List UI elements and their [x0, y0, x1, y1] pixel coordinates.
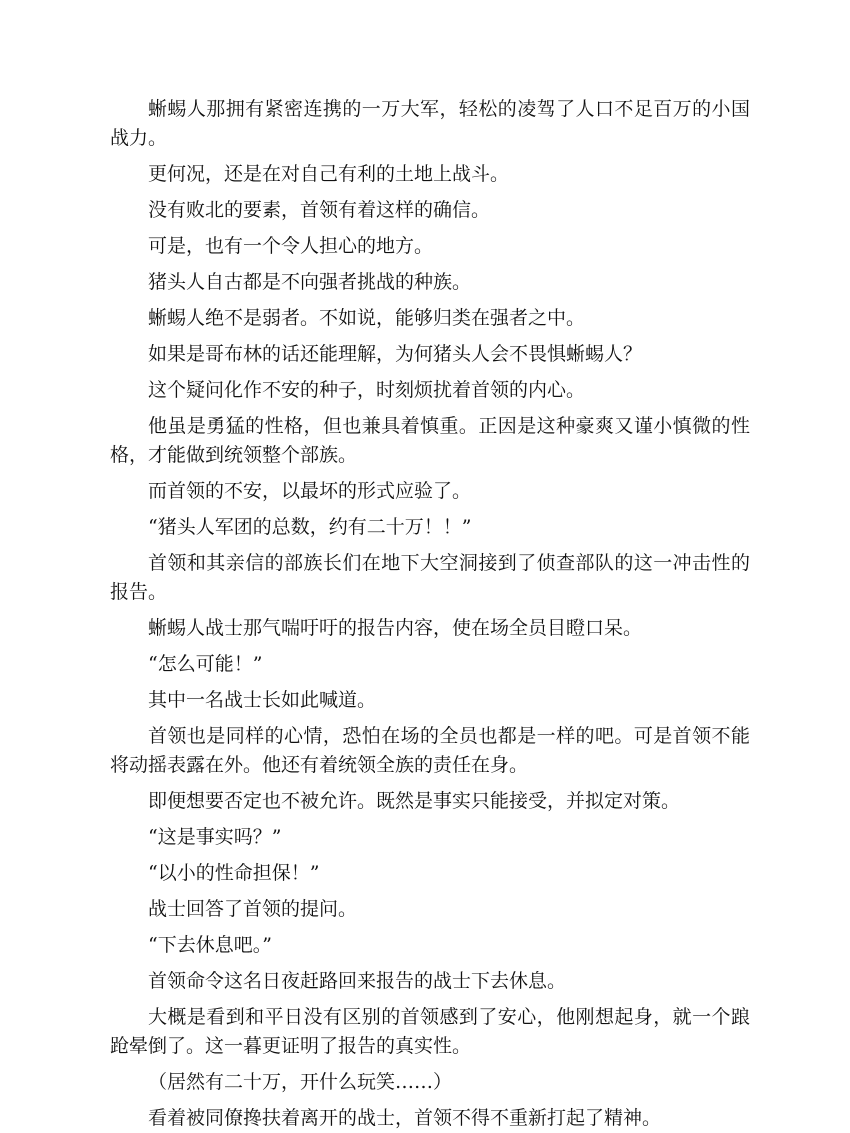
paragraph: 蜥蜴人战士那气喘吁吁的报告内容，使在场全员目瞪口呆。	[148, 617, 643, 639]
paragraph: 首领命令这名日夜赶路回来报告的战士下去休息。	[148, 970, 567, 992]
paragraph: 看着被同僚搀扶着离开的战士，首领不得不重新打起了精神。	[148, 1107, 662, 1129]
paragraph: 没有败北的要素，首领有着这样的确信。	[148, 199, 491, 221]
body-text	[110, 95, 750, 1133]
dialogue-paragraph: “猪头人军团的总数，约有二十万！！”	[148, 516, 472, 538]
dialogue-paragraph: “以小的性命担保！”	[148, 862, 320, 884]
paragraph: 而首领的不安，以最坏的形式应验了。	[148, 480, 472, 502]
paragraph: 大概是看到和平日没有区别的首领感到了安心，他刚想起身，就一个踉跄晕倒了。这一暮更证明了报告的真实性。	[110, 1006, 750, 1057]
paragraph: 更何况，还是在对自己有利的土地上战斗。	[148, 163, 510, 185]
paragraph: 可是，也有一个令人担心的地方。	[148, 235, 434, 257]
paragraph: 这个疑问化作不安的种子，时刻烦扰着首领的内心。	[148, 379, 586, 401]
paragraph: 他虽是勇猛的性格，但也兼具着慎重。正因是这种豪爽又谨小慎微的性格，才能做到统领整个部族。	[110, 415, 750, 466]
dialogue-paragraph: “下去休息吧。”	[148, 934, 272, 956]
paragraph: 猪头人自古都是不向强者挑战的种族。	[148, 271, 472, 293]
dialogue-paragraph: “怎么可能！”	[148, 653, 263, 675]
dialogue-paragraph: “这是事实吗？”	[148, 826, 282, 848]
paragraph: 即便想要否定也不被允许。既然是事实只能接受，并拟定对策。	[148, 790, 681, 812]
paragraph: 其中一名战士长如此喊道。	[148, 689, 377, 711]
inner-thought-paragraph: （居然有二十万，开什么玩笑……）	[148, 1071, 453, 1093]
paragraph: 战士回答了首领的提问。	[148, 898, 358, 920]
paragraph: 蜥蜴人绝不是弱者。不如说，能够归类在强者之中。	[148, 307, 586, 329]
paragraph: 首领也是同样的心情，恐怕在场的全员也都是一样的吧。可是首领不能将动摇表露在外。他还有着统领全族的责任在身。	[110, 725, 750, 776]
paragraph: 蜥蜴人那拥有紧密连携的一万大军，轻松的凌驾了人口不足百万的小国战力。	[110, 98, 750, 149]
paragraph: 首领和其亲信的部族长们在地下大空洞接到了侦查部队的这一冲击性的报告。	[110, 552, 750, 603]
paragraph: 如果是哥布林的话还能理解，为何猪头人会不畏惧蜥蜴人？	[148, 343, 643, 365]
